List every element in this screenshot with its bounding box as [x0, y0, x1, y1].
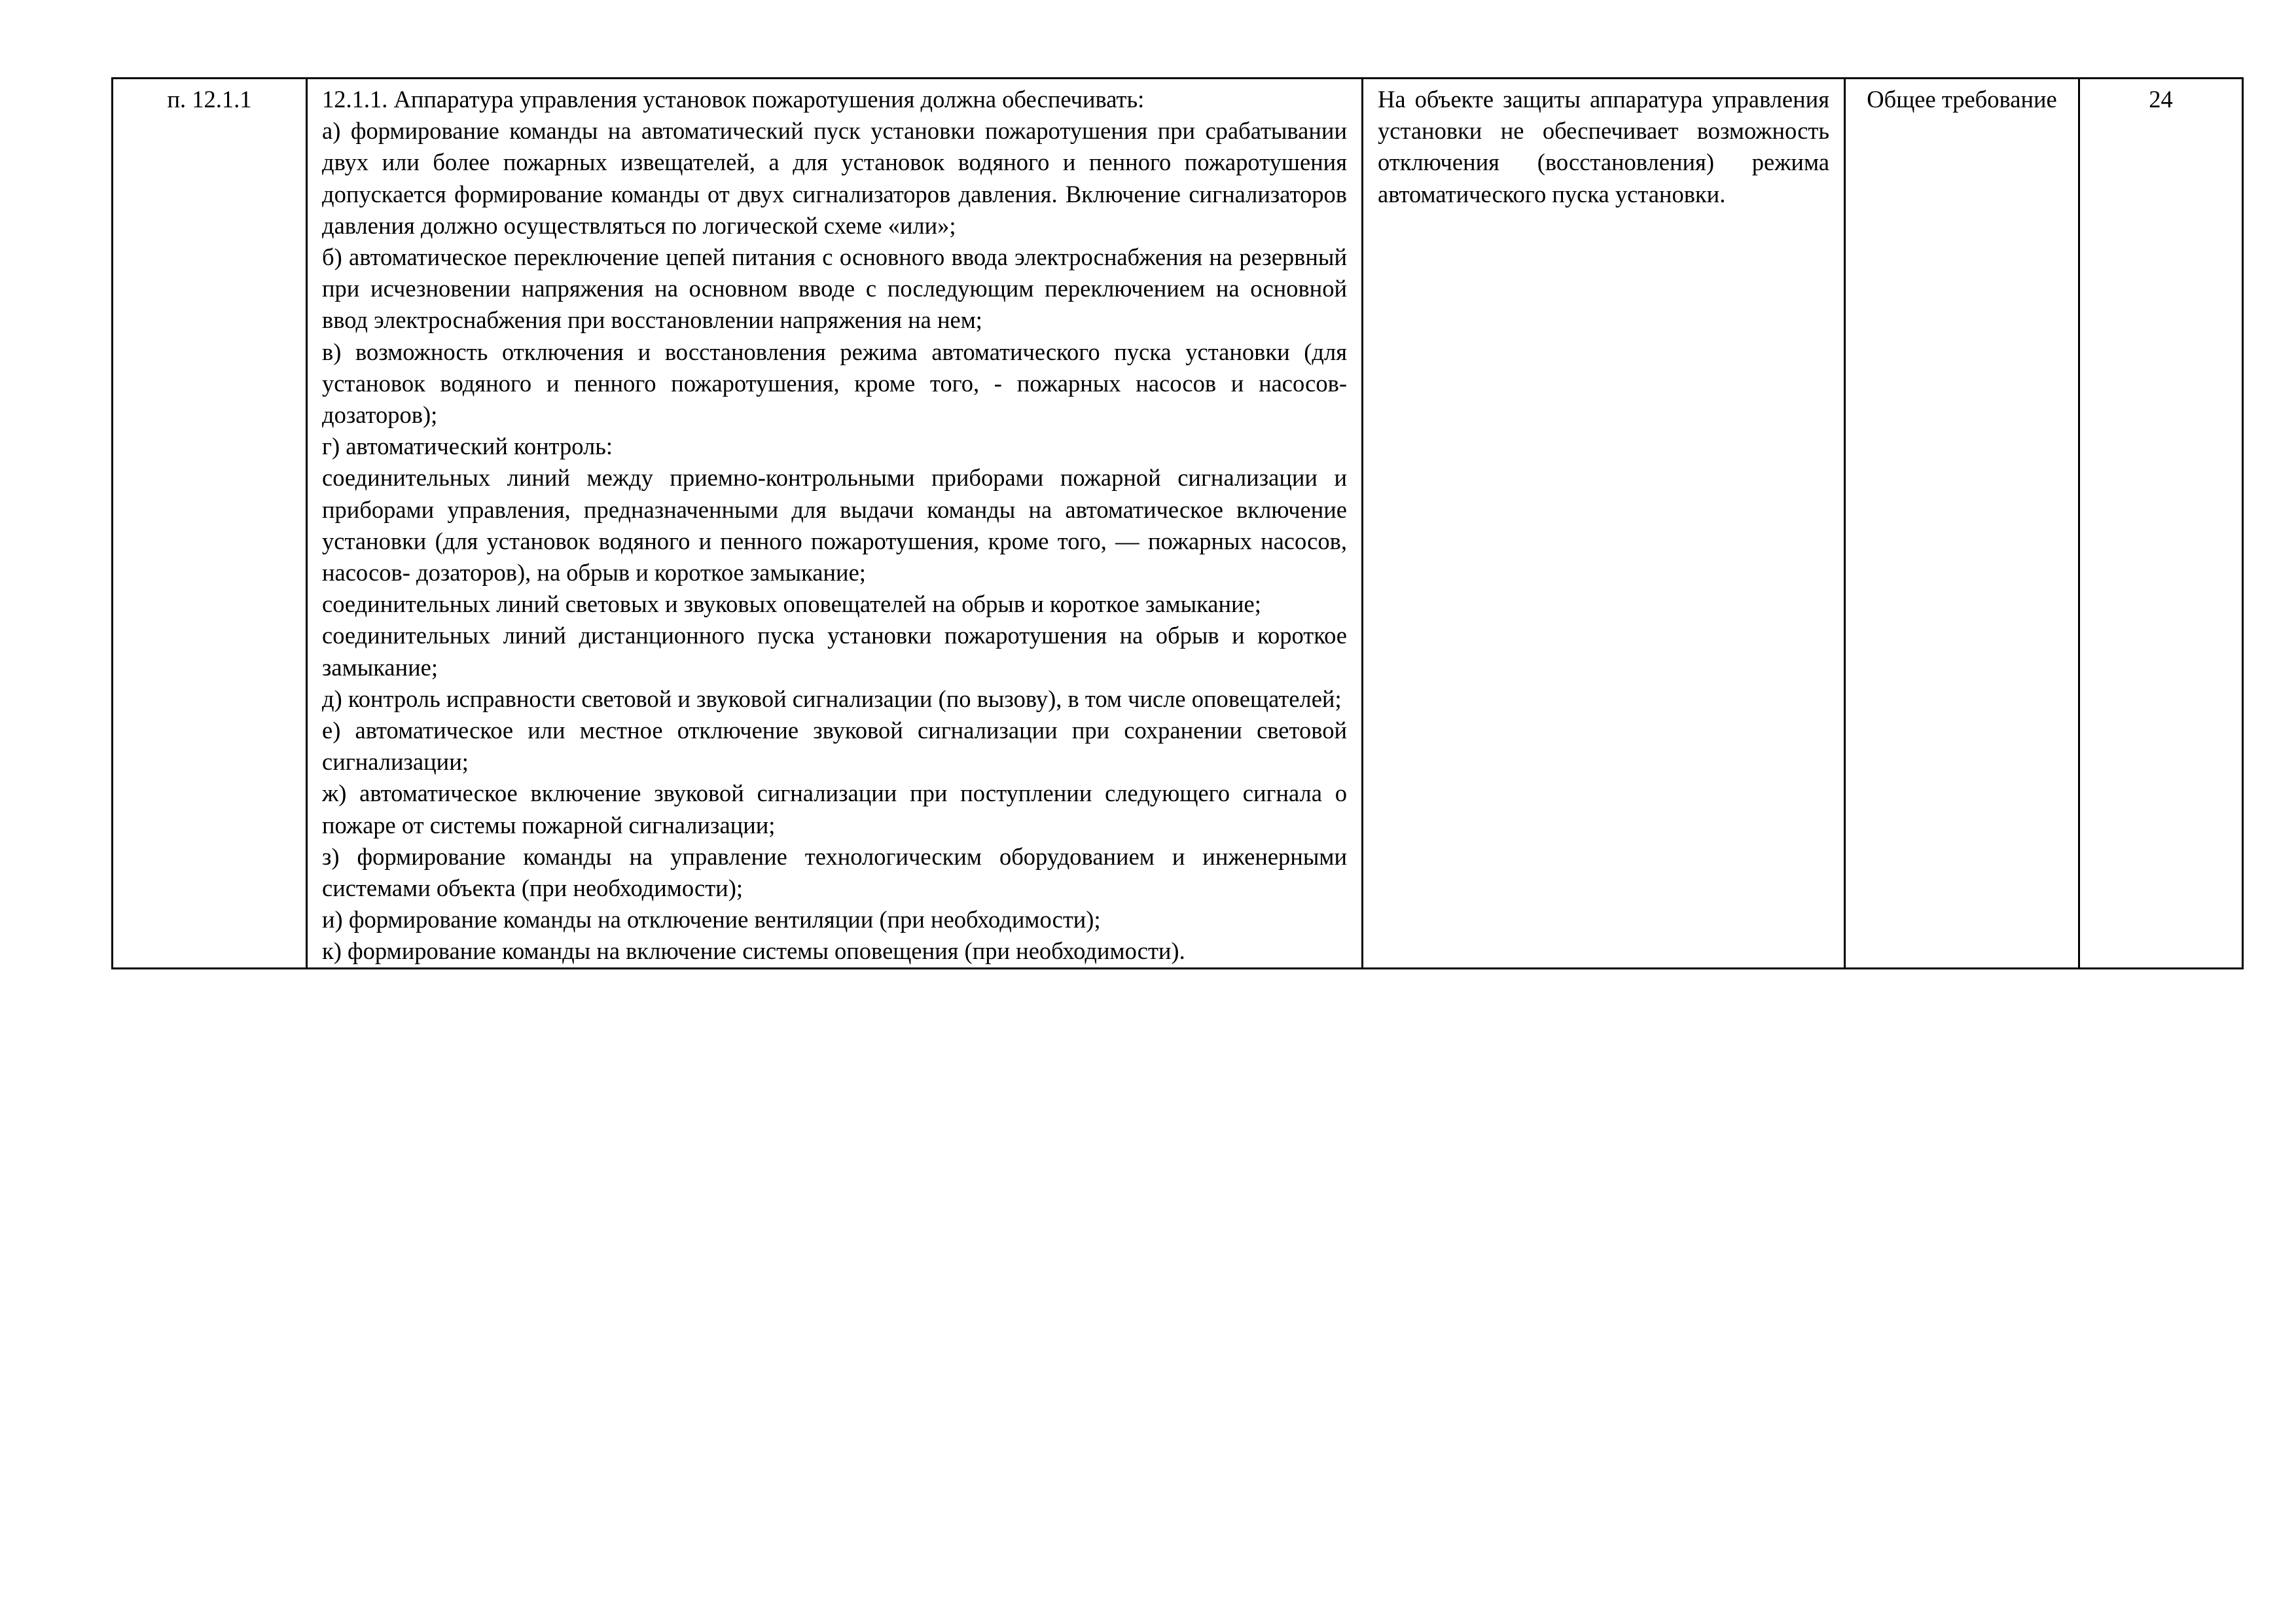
requirement-item: ж) автоматическое включение звуковой сигнализации при поступлении следующего сигнала о пожаре от системы пожарной сигнализации;	[322, 780, 1347, 839]
requirement-item: б) автоматическое переключение цепей питания с основного ввода электроснабжения на резервный при исчезновении напряжения на основном вводе с последующим переключением на основной ввод электроснабжения при восстановлении напряжения на нем;	[322, 244, 1347, 334]
requirement-item: е) автоматическое или местное отключение звуковой сигнализации при сохранении световой сигнализации;	[322, 717, 1347, 776]
requirement-heading: 12.1.1. Аппаратура управления установок пожаротушения должна обеспечивать:	[322, 86, 1145, 113]
requirement-item: соединительных линий дистанционного пуска установки пожаротушения на обрыв и короткое замыкание;	[322, 622, 1347, 681]
requirement-item: а) формирование команды на автоматический пуск установки пожаротушения при срабатывании двух или более пожарных извещателей, а для установок водяного и пенного пожаротушения допускается формирование команды от двух сигнализаторов давления. Включение сигнализаторов давления должно осуществляться по логической схеме «или»;	[322, 117, 1347, 239]
requirement-item: з) формирование команды на управление технологическим оборудованием и инженерными системами объекта (при необходимости);	[322, 842, 1347, 902]
clause-cell	[113, 79, 307, 969]
category-text: Общее требование	[1867, 86, 2057, 113]
requirement-item: соединительных линий между приемно-контрольными приборами пожарной сигнализации и приборами управления, предназначенными для выдачи команды на автоматическое включение установки (для установок водяного и пенного пожаротушения, кроме того, — пожарных насосов, насосов- дозаторов), на обрыв и короткое замыкание;	[322, 464, 1347, 586]
requirement-item: и) формирование команды на отключение вентиляции (при необходимости);	[322, 906, 1101, 933]
requirement-item: соединительных линий световых и звуковых оповещателей на обрыв и короткое замыкание;	[322, 590, 1261, 618]
category-cell	[1845, 79, 2079, 969]
clause-reference: п. 12.1.1	[167, 86, 252, 113]
requirement-item: г) автоматический контроль:	[322, 433, 613, 460]
requirement-item: д) контроль исправности световой и звуковой сигнализации (по вызову), в том числе оповещателей;	[322, 685, 1342, 712]
violation-cell	[1363, 79, 1845, 969]
violation-text: На объекте защиты аппаратура управления установки не обеспечивает возможность отключения (восстановления) режима автоматического пуска установки.	[1378, 86, 1829, 208]
requirements-table	[111, 77, 2244, 969]
table-row	[113, 79, 2243, 969]
requirement-item: к) формирование команды на включение системы оповещения (при необходимости).	[322, 937, 1185, 965]
requirement-item: в) возможность отключения и восстановления режима автоматического пуска установки (для установок водяного и пенного пожаротушения, кроме того, - пожарных насосов и насосов-дозаторов);	[322, 338, 1347, 429]
requirement-cell	[307, 79, 1363, 969]
number-cell	[2079, 79, 2243, 969]
row-number: 24	[2149, 86, 2173, 113]
